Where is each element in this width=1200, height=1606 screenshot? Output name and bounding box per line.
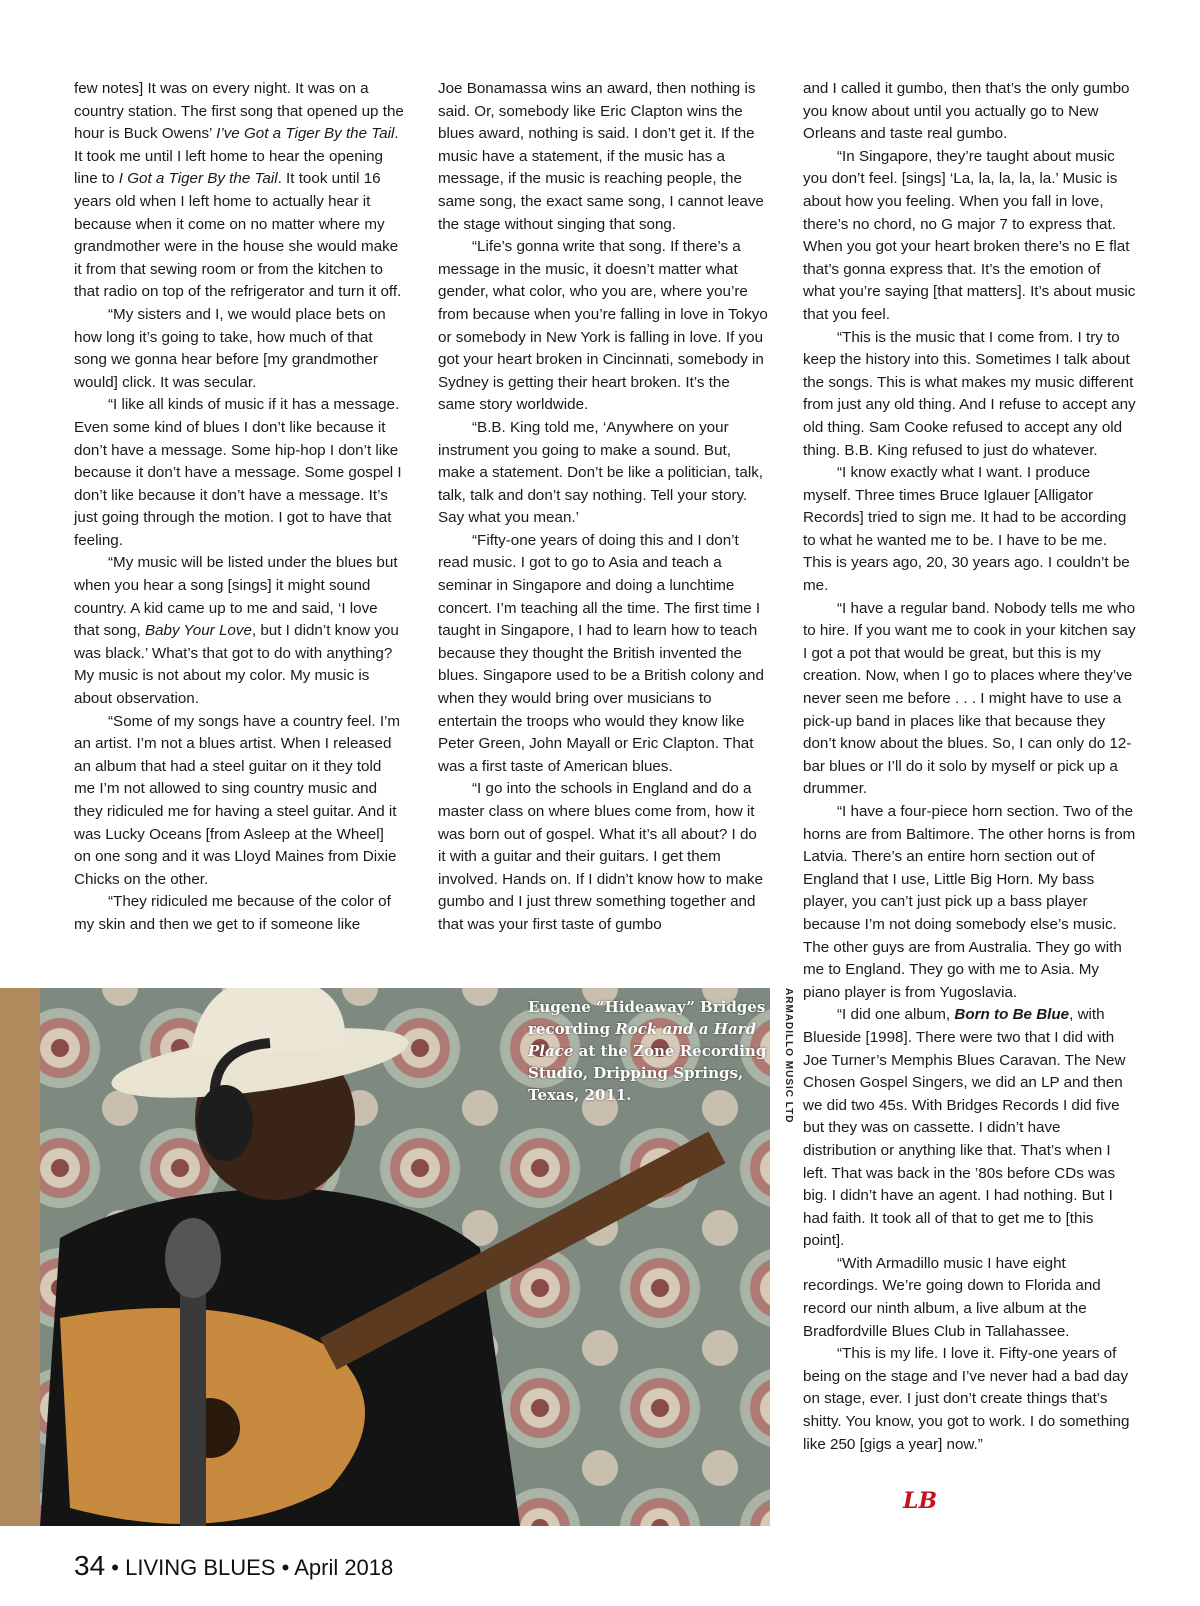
issue-date: April 2018 (294, 1555, 394, 1580)
paragraph: “With Armadillo music I have eight recordings. We’re going down to Florida and record our ninth album, a live album at the Bradfordville Blues Club in Tallahassee. (803, 1254, 1101, 1340)
living-blues-end-mark-icon: LB (903, 1488, 938, 1514)
paragraph: “This is the music that I come from. I try to keep the history into this. Sometimes I talk about the songs. This is what makes my music different from just any old thing. And I refuse to accept any old thing. Sam Cooke refused to accept any old thing. B.B. King refused to just do whatever. (803, 328, 1136, 459)
paragraph: “I have a four-piece horn section. Two of the horns are from Baltimore. The other horns is from Latvia. There’s an entire horn section out of England that I use, Little Big Horn. My bass player, you can’t just pick up a bass player because I’m not doing somebody else’s music. The other guys are from Australia. They go with me to England. They go with me to Asia. My piano player is from Yugoslavia. (803, 803, 1136, 1001)
paragraph: “In Singapore, they’re taught about music you don’t feel. [sings] ‘La, la, la, la, la.’ Music is about how you feeling. When you fall in love, there’s no chord, no G major 7 to express that. When you got your heart broken there’s no E flat that’s gonna express that. It’s the emotion of what you’re saying [that matters]. It’s about music that you feel. (803, 147, 1136, 323)
separator: • (275, 1555, 295, 1580)
paragraph: “My sisters and I, we would place bets on how long it’s going to take, how much of that song we gonna hear before [my grandmother would] click. It was secular. (74, 305, 386, 391)
paragraph: “B.B. King told me, ‘Anywhere on your instrument you going to make a sound. But, make a statement. Don’t be like a politician, talk, talk, talk and don’t say nothing. Tell your story. Say what you mean.’ (438, 418, 764, 527)
separator: • (105, 1555, 126, 1580)
magazine-name: LIVING BLUES (125, 1555, 276, 1580)
paragraph: “I know exactly what I want. I produce myself. Three times Bruce Iglauer [Alligator Records] tried to sign me. It had to be according to what he wanted me to be. I have to be me. This is years ago, 20, 30 years ago. I couldn’t be me. (803, 464, 1130, 595)
paragraph: “Life’s gonna write that song. If there’s a message in the music, it doesn’t matter what gender, what color, who you are, where you’re from because when you’re falling in love in Tokyo or somebody in New York is falling in love. If you got your heart broken in Cincinnati, somebody in Sydney is getting their heart broken. It’s the same story worldwide. (438, 238, 768, 414)
photo-credit: ARMADILLO MUSIC LTD (783, 988, 794, 1124)
article-column-3 (803, 78, 1136, 1456)
paragraph: “Fifty-one years of doing this and I don’t read music. I got to go to Asia and teach a seminar in Singapore and doing a lunchtime concert. I’m teaching all the time. The first time I taught in Singapore, I had to learn how to teach because they thought the British invented the blues. Singapore used to be a British colony and when they would bring over musicians to entertain the troops who would they know like Peter Green, John Mayall or Eric Clapton. That was a first taste of American blues. (438, 531, 764, 775)
photo-caption: Eugene “Hideaway” Bridges recording Rock and a Hard Place at the Zone Recording Studio, Dripping Springs, Texas, 2011. (528, 998, 767, 1104)
paragraph: “I go into the schools in England and do a master class on where blues come from, how it was born out of gospel. What it’s all about? I do it with a guitar and their guitars. I get them involved. Hands on. If I didn’t know how to make gumbo and I just threw something together and that was your first taste of gumbo (438, 780, 764, 933)
article-column-1 (74, 78, 404, 937)
article-column-2 (438, 78, 768, 937)
paragraph: “I like all kinds of music if it has a message. Even some kind of blues I don’t like because it don’t have a message. Some hip-hop I don’t like because it don’t have a message. Some gospel I don’t like because it don’t have a message. It’s just going through the motion. I got to have that feeling. (74, 396, 402, 549)
paragraph: “This is my life. I love it. Fifty-one years of being on the stage and I’ve never had a bad day on stage, ever. I just don’t create things that’s shitty. You know, you got to work. I do something like 250 [gigs a year] now.” (803, 1345, 1130, 1453)
paragraph: Joe Bonamassa wins an award, then nothing is said. Or, somebody like Eric Clapton wins the blues award, nothing is said. I don’t get it. If the music have a statement, if the music has a message, if the music is reaching people, the same song, the exact same song, I cannot leave the stage without singing that song. (438, 80, 764, 233)
paragraph: few notes] It was on every night. It was on a country station. The first song that opened up the hour is Buck Owens’ I’ve Got a Tiger By the Tail. It took me until I left home to hear the opening line to I Got a Tiger By the Tail. It took until 16 years old when I left home to actually hear it because when it come on no matter where my grandmother were in the house she would make it from that sewing room or from the kitchen to that radio on top of the refrigerator and turn it off. (74, 80, 404, 301)
paragraph: “I did one album, Born to Be Blue, with Blueside [1998]. There were two that I did with Joe Turner’s Memphis Blues Caravan. The New Chosen Gospel Singers, we did an LP and then we did two 45s. With Bridges Records I did five but they was on cassette. I didn’t have distribution or anything like that. That’s when I left. That was back in the ’80s before CDs was big. I didn’t have an agent. I had nothing. But I had faith. It took all of that to get me to [this point]. (803, 1006, 1126, 1250)
paragraph: “My music will be listed under the blues but when you hear a song [sings] it might sound country. A kid came up to me and said, ‘I love that song, Baby Your Love, but I didn’t know you was black.’ What’s that got to do with anything? My music is not about my color. My music is about observation. (74, 554, 399, 708)
paragraph: “Some of my songs have a country feel. I’m an artist. I’m not a blues artist. When I released an album that had a steel guitar on it they told me I’m not allowed to sing country music and they ridiculed me for having a steel guitar. And it was Lucky Oceans [from Asleep at the Wheel] on one song and it was Lloyd Maines from Dixie Chicks on the other. (74, 712, 401, 888)
page-footer (74, 1550, 393, 1582)
paragraph: and I called it gumbo, then that’s the only gumbo you know about until you actually go to New Orleans and taste real gumbo. (803, 80, 1130, 143)
page-number: 34 (74, 1550, 106, 1581)
paragraph: “They ridiculed me because of the color of my skin and then we get to if someone like (74, 893, 391, 933)
paragraph: “I have a regular band. Nobody tells me who to hire. If you want me to cook in your kitchen say I got a pot that would be great, but this is my creation. Now, when I go to places where they’ve never seen me before . . . I might have to use a pick-up band in places like that because they don’t know about the blues. So, I can only do 12-bar blues or I’ll do it solo by myself or pick up a drummer. (803, 599, 1136, 798)
